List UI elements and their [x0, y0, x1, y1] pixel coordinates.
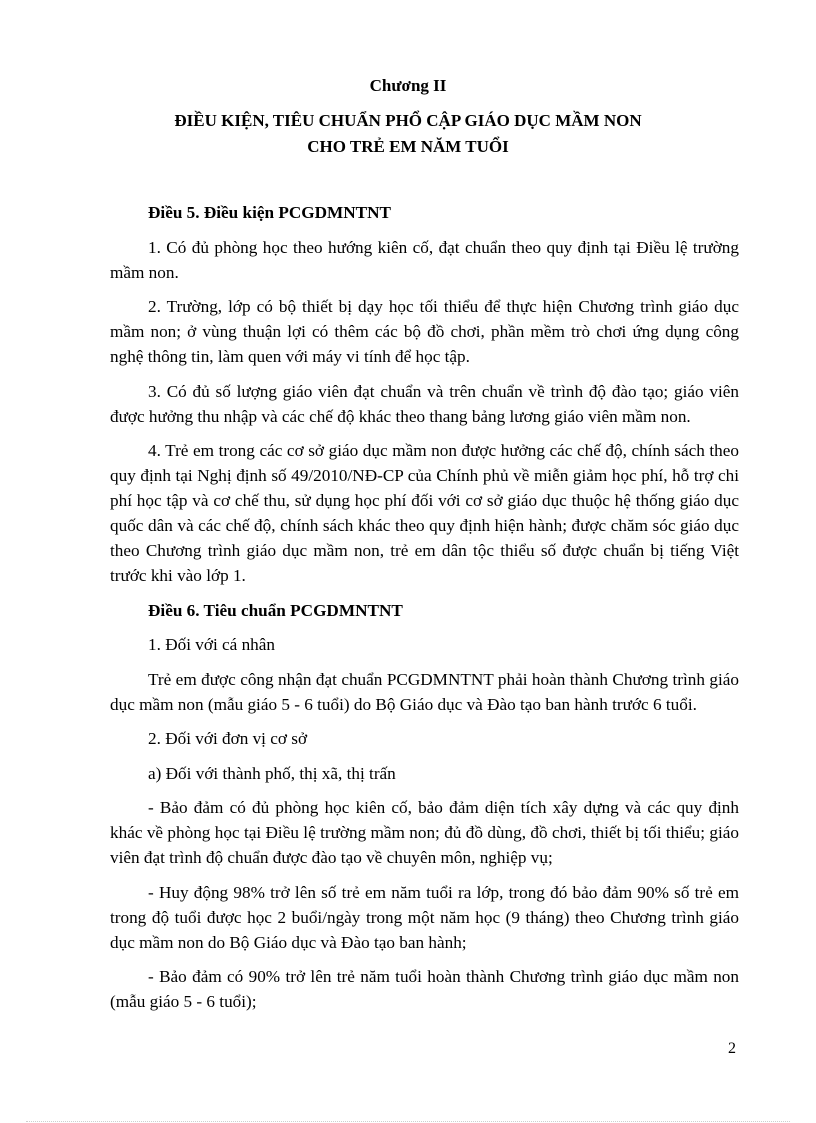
chapter-title-line-2: CHO TRẺ EM NĂM TUỔI	[307, 137, 509, 156]
paragraph: 1. Có đủ phòng học theo hướng kiên cố, đạt chuẩn theo quy định tại Điều lệ trường mầm non.	[110, 237, 739, 282]
paragraph: - Huy động 98% trở lên số trẻ em năm tuổi ra lớp, trong đó bảo đảm 90% số trẻ em trong độ tuổi được học 2 buổi/ngày trong một năm học (9 tháng) theo Chương trình giáo dục mầm non do Bộ Giáo dục và Đào tạo ban hành;	[110, 882, 739, 952]
page-number: 2	[728, 1040, 736, 1057]
article-heading: Điều 6. Tiêu chuẩn PCGDMNTNT	[148, 600, 403, 620]
paragraph: 3. Có đủ số lượng giáo viên đạt chuẩn và trên chuẩn về trình độ đào tạo; giáo viên được hưởng thu nhập và các chế độ khác theo thang bảng lương giáo viên mầm non.	[110, 381, 739, 426]
paragraph: a) Đối với thành phố, thị xã, thị trấn	[148, 763, 396, 783]
paragraph: - Bảo đảm có đủ phòng học kiên cố, bảo đảm diện tích xây dựng và các quy định khác về phòng học tại Điều lệ trường mầm non; đủ đồ dùng, đồ chơi, thiết bị tối thiểu; giáo viên đạt trình độ chuẩn được đào tạo về chuyên môn, nghiệp vụ;	[110, 798, 739, 867]
chapter-title	[0, 108, 816, 160]
document-body	[110, 200, 739, 1024]
chapter-heading: Chương II	[369, 76, 447, 95]
article-heading: Điều 5. Điều kiện PCGDMNTNT	[148, 203, 392, 222]
paragraph: - Bảo đảm có 90% trở lên trẻ năm tuổi hoàn thành Chương trình giáo dục mầm non (mẫu giáo 5 - 6 tuổi);	[110, 967, 739, 1011]
chapter-title-line-1: ĐIỀU KIỆN, TIÊU CHUẨN PHỔ CẬP GIÁO DỤC MẦM NON	[174, 111, 642, 130]
paragraph: Trẻ em được công nhận đạt chuẩn PCGDMNTNT phải hoàn thành Chương trình giáo dục mầm non (mẫu giáo 5 - 6 tuổi) do Bộ Giáo dục và Đào tạo ban hành trước 6 tuổi.	[110, 669, 739, 714]
page-edge-divider	[26, 1121, 790, 1122]
paragraph: 2. Đối với đơn vị cơ sở	[148, 729, 308, 748]
paragraph: 4. Trẻ em trong các cơ sở giáo dục mầm non được hưởng các chế độ, chính sách theo quy định tại Nghị định số 49/2010/NĐ-CP của Chính phủ về miễn giảm học phí, hỗ trợ chi phí học tập và cơ chế thu, sử dụng học phí đối với cơ sở giáo dục thuộc hệ thống giáo dục quốc dân và các chế độ, chính sách khác theo quy định hiện hành; được chăm sóc giáo dục theo Chương trình giáo dục mầm non, trẻ em dân tộc thiểu số được chuẩn bị tiếng Việt trước khi vào lớp 1.	[110, 441, 739, 585]
paragraph: 1. Đối với cá nhân	[148, 635, 275, 654]
paragraph: 2. Trường, lớp có bộ thiết bị dạy học tối thiểu để thực hiện Chương trình giáo dục mầm non; ở vùng thuận lợi có thêm các bộ đồ chơi, phần mềm trò chơi ứng dụng công nghệ thông tin, làm quen với máy vi tính để học tập.	[110, 297, 739, 366]
